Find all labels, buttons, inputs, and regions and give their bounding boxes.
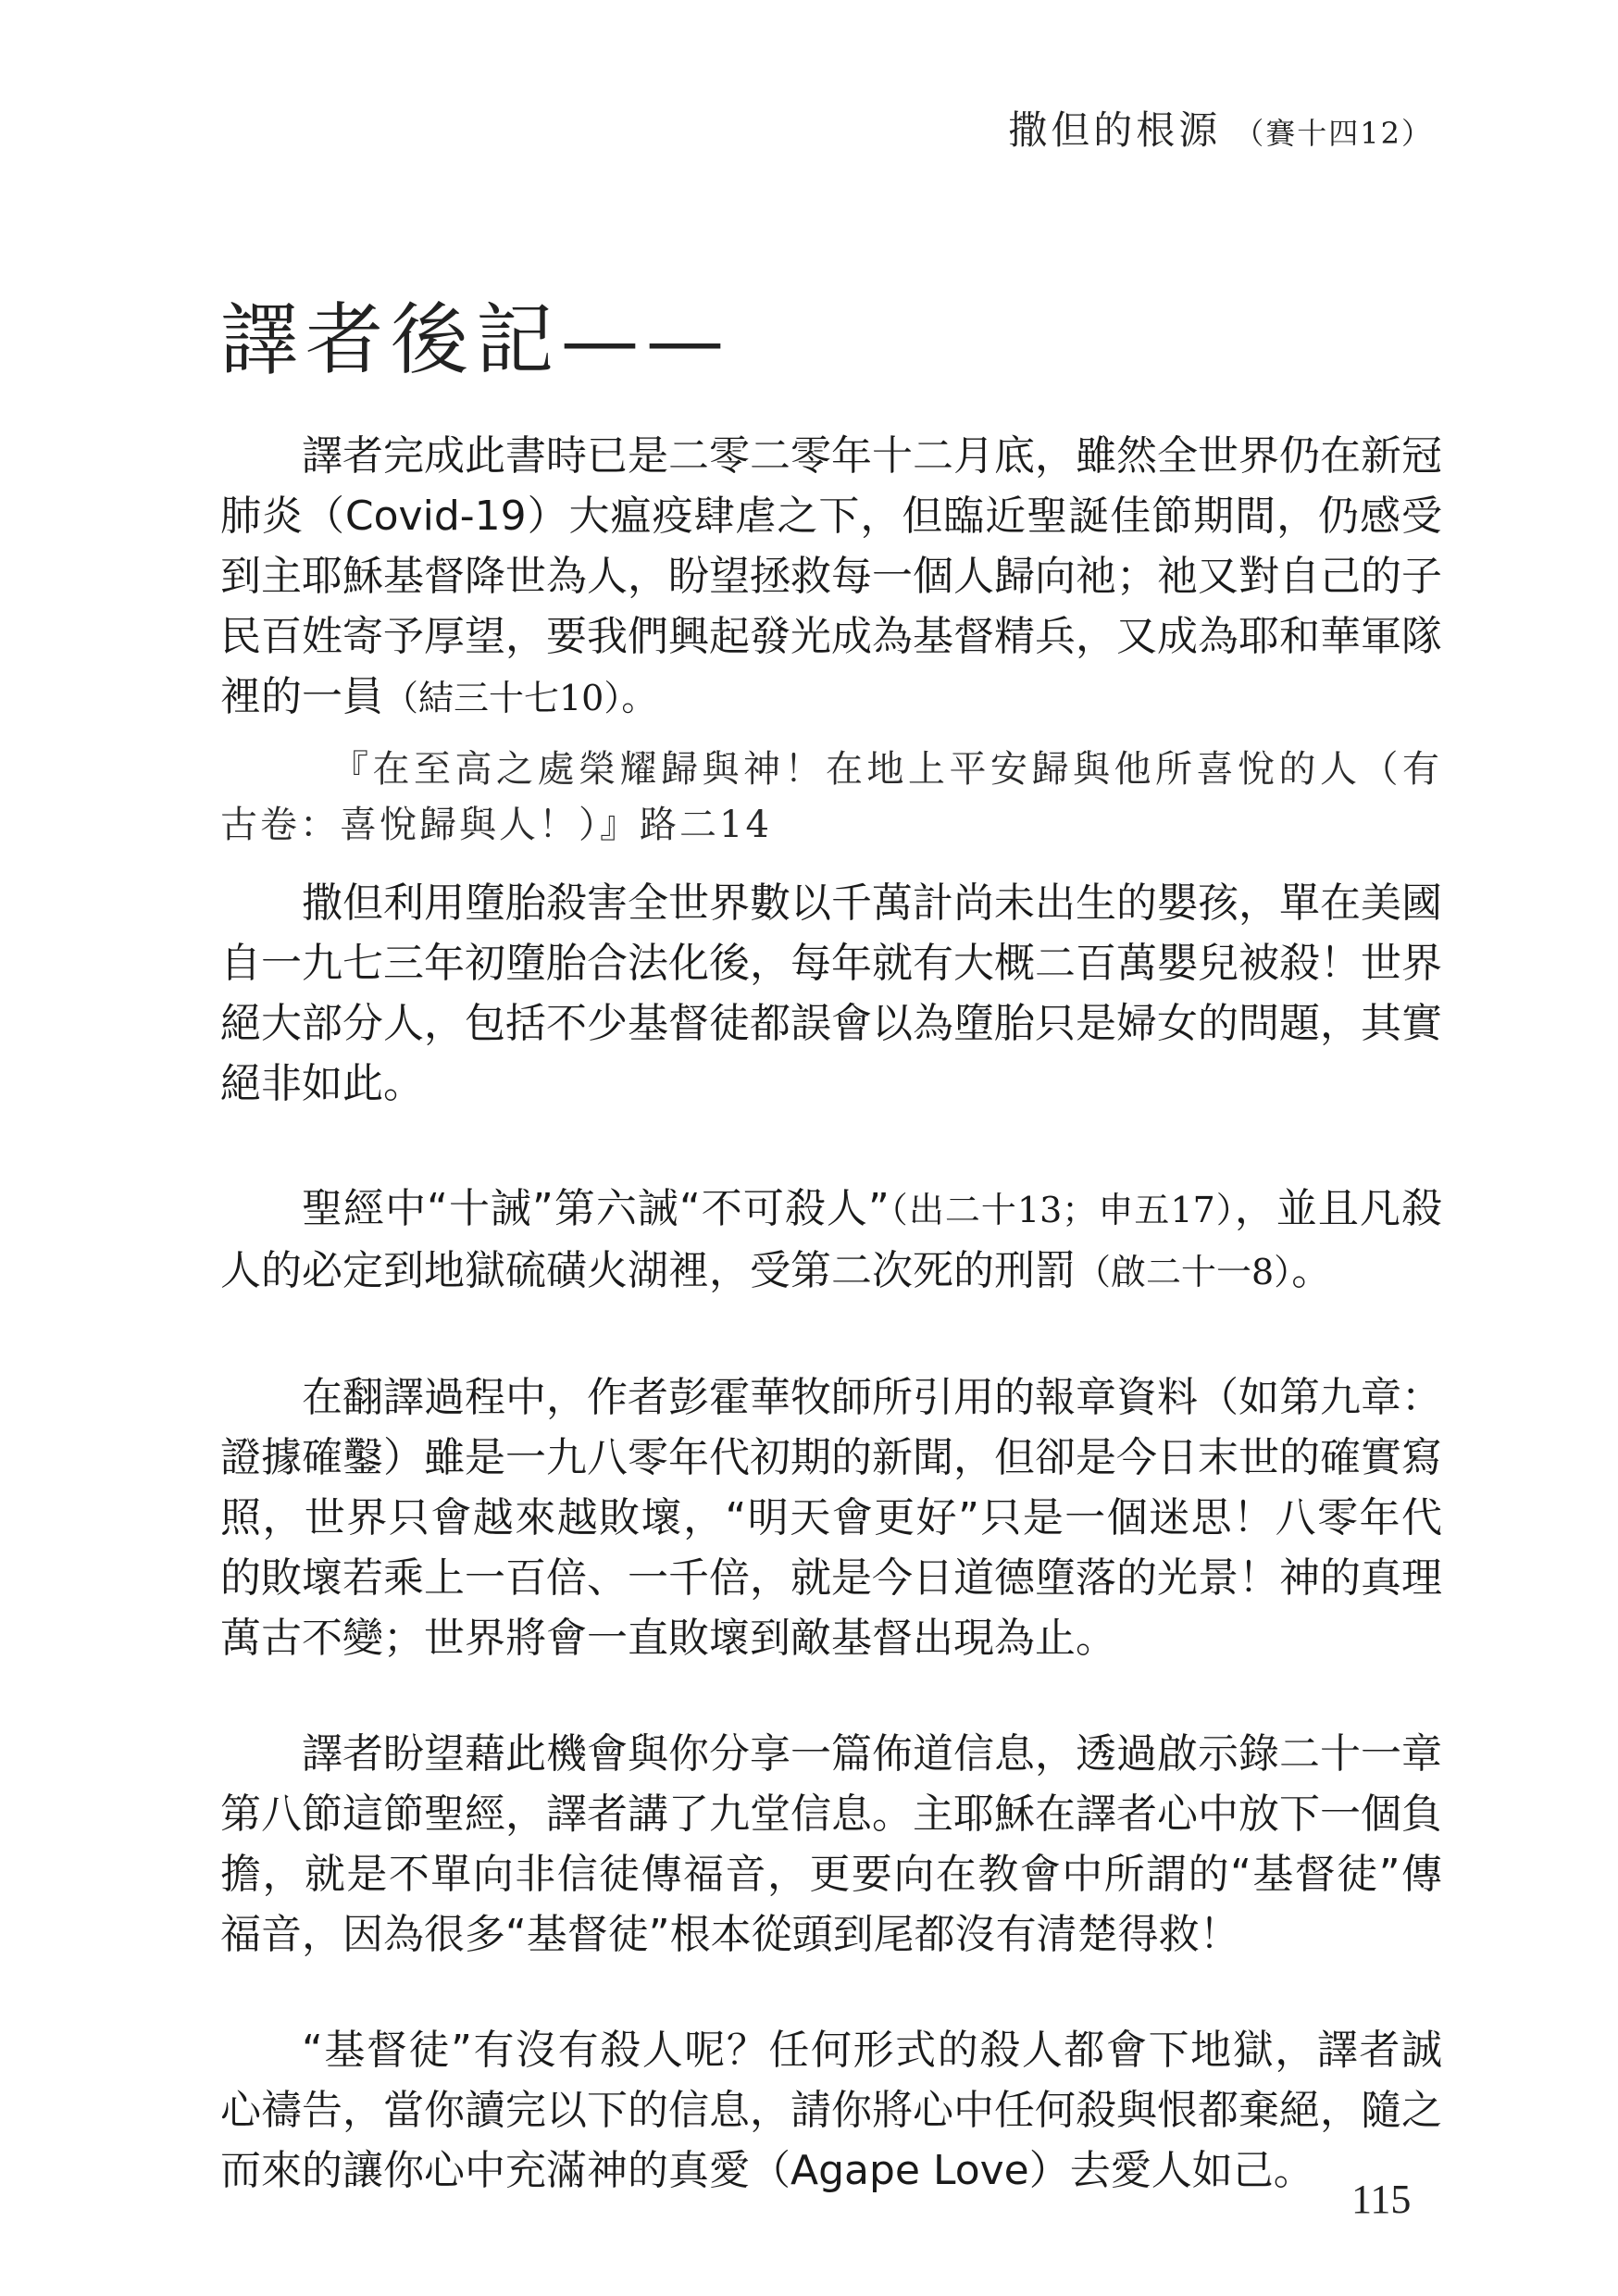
running-title: 撒但的根源 xyxy=(1008,107,1222,153)
paragraph-5: 譯者盼望藉此機會與你分享一篇佈道信息，透過啟示錄二十一章第八節這節聖經，譯者講了九堂信息。主耶穌在譯者心中放下一個負擔，就是不單向非信徒傳福音，更要向在教會中所謂的“基督徒”傳福音，因為很多“基督徒”根本從頭到尾都沒有清楚得救！ xyxy=(220,1730,1442,1958)
paragraph-3-text: 。 xyxy=(1291,1247,1333,1294)
body-text xyxy=(220,426,1442,2201)
scripture-quote: 『在至高之處榮耀歸與神！在地上平安歸與他所喜悅的人（有古卷：喜悅歸與人！）』路二14 xyxy=(220,748,1442,846)
paragraph-4: 在翻譯過程中，作者彭霍華牧師所引用的報章資料（如第九章：證據確鑿）雖是一九八零年代初期的新聞，但卻是今日末世的確實寫照，世界只會越來越敗壞，“明天會更好”只是一個迷思！八零年代的敗壞若乘上一百倍、一千倍，就是今日道德墮落的光景！神的真理萬古不變；世界將會一直敗壞到敵基督出現為止。 xyxy=(220,1374,1442,1662)
scripture-reference: （啟二十一8） xyxy=(1076,1252,1292,1292)
paragraph-1-text: 譯者完成此書時已是二零二零年十二月底，雖然全世界仍在新冠肺炎（Covid-19）大瘟疫肆虐之下，但臨近聖誕佳節期間，仍感受到主耶穌基督降世為人，盼望拯救每一個人歸向祂；祂又對自己的子民百姓寄予厚望，要我們興起發光成為基督精兵，又成為耶和華軍隊裡的一員 xyxy=(220,432,1442,720)
running-reference: （賽十四12） xyxy=(1234,116,1433,151)
paragraph-3-text: ，並且凡殺人的必定到地獄硫磺火湖裡，受第二次死的刑罰 xyxy=(220,1185,1442,1294)
paragraph-2: 撒但利用墮胎殺害全世界數以千萬計尚未出生的嬰孩，單在美國自一九七三年初墮胎合法化後，每年就有大概二百萬嬰兒被殺！世界絕大部分人，包括不少基督徒都誤會以為墮胎只是婦女的問題，其實絕非如此。 xyxy=(220,880,1442,1107)
paragraph-3-text: 聖經中“十誡”第六誡“不可殺人” xyxy=(302,1185,890,1232)
page-number: 115 xyxy=(1351,2177,1412,2222)
paragraph-6: “基督徒”有沒有殺人呢？任何形式的殺人都會下地獄，譯者誠心禱告，當你讀完以下的信息，請你將心中任何殺與恨都棄絕，隨之而來的讓你心中充滿神的真愛（Agape Love）去愛人如己。 xyxy=(220,2027,1442,2194)
paragraph-3 xyxy=(220,1179,1442,1303)
paragraph-1 xyxy=(220,426,1442,729)
running-header xyxy=(1008,100,1433,156)
scripture-reference: （結三十七10）。 xyxy=(383,678,657,718)
page-title: 譯者後記—— xyxy=(220,294,732,385)
scripture-reference: （出二十13；申五17） xyxy=(889,1190,1235,1230)
